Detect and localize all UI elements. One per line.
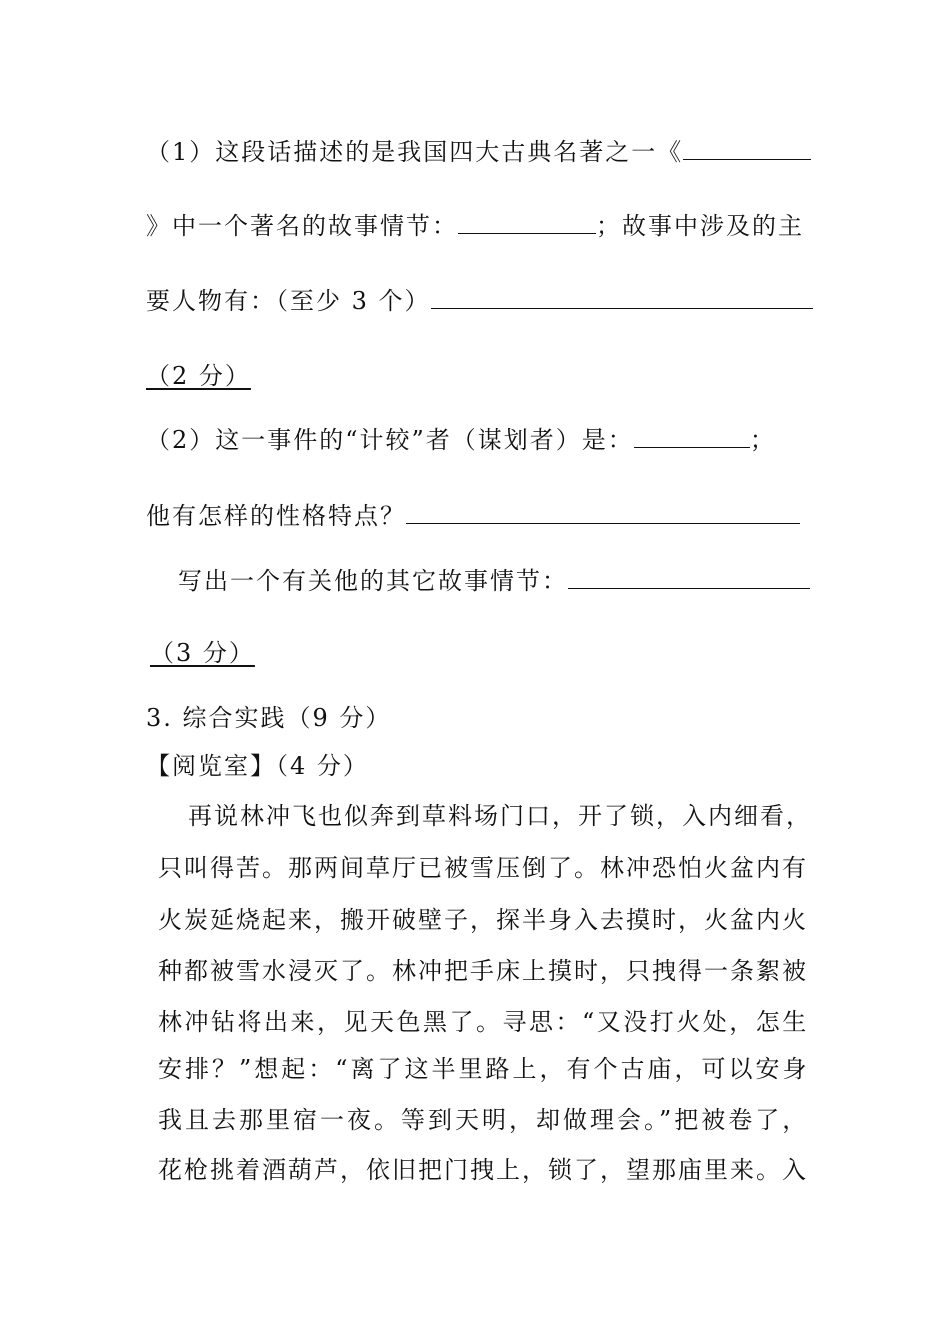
q1-plot-blank[interactable] — [458, 211, 596, 234]
q2-other-story-blank[interactable] — [568, 566, 810, 589]
q1-prompt-text: （1）这段话描述的是我国四大古典名著之一《 — [146, 138, 684, 166]
q1-characters-prompt: 要人物有：（至少 3 个） — [146, 287, 431, 315]
q1-line-2 — [146, 210, 804, 242]
q2-personality-blank[interactable] — [406, 501, 800, 524]
q2-line-1 — [146, 424, 776, 456]
q1-score — [146, 360, 251, 392]
section-3-heading — [146, 702, 391, 734]
q2-semicolon: ； — [749, 426, 776, 454]
q2-score — [150, 637, 255, 669]
passage-line: 种都被雪水浸灭了。林冲把手床上摸时，只拽得一条絮被 — [158, 957, 808, 985]
q1-book-title-blank[interactable] — [683, 137, 811, 160]
reading-room-heading-text: 【阅览室】（4 分） — [146, 752, 369, 780]
reading-room-heading — [146, 750, 369, 782]
q1-score-text: （2 分） — [146, 362, 251, 390]
passage-line: 再说林冲飞也似奔到草料场门口，开了锁，入内细看， — [188, 802, 812, 830]
q1-line-3 — [146, 285, 813, 317]
q2-line-2 — [146, 500, 800, 532]
q2-schemer-blank[interactable] — [634, 425, 750, 448]
passage-line: 林冲钻将出来，见天色黑了。寻思：“又没打火处，怎生 — [158, 1008, 809, 1036]
q2-schemer-prompt: （2）这一事件的“计较”者（谋划者）是： — [146, 426, 634, 454]
q1-characters-blank[interactable] — [431, 286, 813, 309]
passage-line: 我且去那里宿一夜。等到天明，却做理会。”把被卷了， — [158, 1106, 810, 1134]
q1-characters-intro: ；故事中涉及的主 — [596, 212, 804, 240]
passage-line: 只叫得苦。那两间草厅已被雪压倒了。林冲恐怕火盆内有 — [158, 854, 808, 882]
passage-line: 花枪挑着酒葫芦，依旧把门拽上，锁了，望那庙里来。入 — [158, 1156, 808, 1184]
q2-line-3 — [178, 565, 810, 597]
q2-other-story-prompt: 写出一个有关他的其它故事情节： — [178, 567, 568, 595]
q1-line-1 — [146, 136, 811, 168]
q2-score-text: （3 分） — [150, 639, 255, 667]
passage-line: 火炭延烧起来，搬开破壁子，探半身入去摸时，火盆内火 — [158, 906, 808, 934]
passage-line: 安排？”想起：“离了这半里路上，有个古庙，可以安身 — [158, 1055, 810, 1083]
q1-plot-prompt: 》中一个著名的故事情节： — [146, 212, 458, 240]
section-3-heading-text: 3. 综合实践（9 分） — [146, 704, 392, 732]
q2-personality-prompt: 他有怎样的性格特点？ — [146, 502, 406, 530]
